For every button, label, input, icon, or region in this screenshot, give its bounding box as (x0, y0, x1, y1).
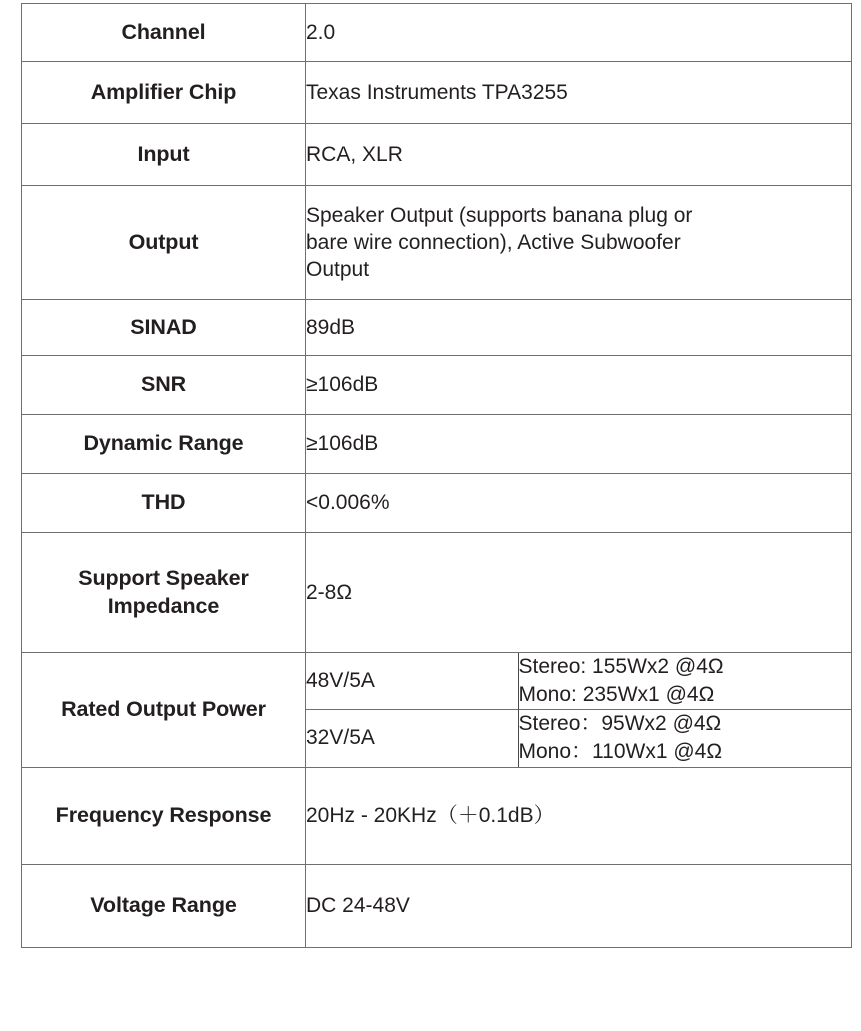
rated-power-label-line-2: Power (201, 696, 266, 721)
table-row (22, 356, 852, 415)
rated-power-label-line-1: Rated Output (61, 696, 197, 721)
rated-output-power-group (306, 653, 852, 768)
row-label-output: Output (22, 186, 306, 300)
table-row (22, 653, 852, 768)
row-value-frequency-response: 20Hz - 20KHz（＋0.1dB） (306, 767, 852, 864)
frequency-label-line-2: Response (169, 802, 272, 827)
table-row (22, 124, 852, 186)
row-label-channel: Channel (22, 4, 306, 62)
power-32v-mono: Mono：110Wx1 @4Ω (518, 740, 723, 764)
power-32v-stereo: Stereo：95Wx2 @4Ω (518, 712, 722, 736)
table-row (22, 767, 852, 864)
row-value-channel: 2.0 (306, 4, 852, 62)
row-value-amplifier-chip: Texas Instruments TPA3255 (306, 62, 852, 124)
row-value-output (306, 186, 852, 300)
row-value-input: RCA, XLR (306, 124, 852, 186)
table-row (22, 474, 852, 533)
row-value-dynamic-range: ≥106dB (306, 415, 852, 474)
output-value-block (306, 202, 731, 284)
frequency-label-line-1: Frequency (55, 802, 164, 827)
row-label-amplifier-chip: Amplifier Chip (22, 62, 306, 124)
impedance-label-line-1: Support Speaker (78, 565, 249, 590)
table-row (22, 62, 852, 124)
supply-48v: 48V/5A (306, 653, 518, 710)
row-label-support-speaker-impedance (22, 533, 306, 653)
row-value-thd: <0.006% (306, 474, 852, 533)
power-48v-stereo: Stereo: 155Wx2 @4Ω (518, 655, 724, 678)
row-label-sinad: SINAD (22, 300, 306, 356)
output-value-line-3: Output (306, 258, 370, 282)
row-value-snr: ≥106dB (306, 356, 852, 415)
impedance-label-line-2: Impedance (107, 593, 220, 618)
output-value-line-1: Speaker Output (supports banana plug or (306, 203, 693, 227)
power-48v (518, 653, 852, 710)
row-value-voltage-range: DC 24-48V (306, 864, 852, 947)
power-48v-mono: Mono: 235Wx1 @4Ω (518, 683, 715, 707)
table-row (22, 4, 852, 62)
output-value-line-2: bare wire connection), Active Subwoofer (306, 230, 681, 254)
power-32v (518, 710, 852, 767)
table-row (22, 300, 852, 356)
row-label-snr: SNR (22, 356, 306, 415)
rated-power-subtable (306, 653, 852, 767)
row-label-rated-output-power (22, 653, 306, 768)
rated-power-subrow-32v (306, 710, 852, 767)
row-label-thd: THD (22, 474, 306, 533)
row-label-frequency-response (22, 767, 306, 864)
table-row (22, 186, 852, 300)
specification-table (21, 3, 852, 948)
table-row (22, 415, 852, 474)
rated-power-subrow-48v (306, 653, 852, 710)
row-value-support-speaker-impedance: 2-8Ω (306, 533, 852, 653)
row-label-input: Input (22, 124, 306, 186)
table-row (22, 533, 852, 653)
supply-32v: 32V/5A (306, 710, 518, 767)
row-label-voltage-range: Voltage Range (22, 864, 306, 947)
row-value-sinad: 89dB (306, 300, 852, 356)
table-row (22, 864, 852, 947)
row-label-dynamic-range: Dynamic Range (22, 415, 306, 474)
